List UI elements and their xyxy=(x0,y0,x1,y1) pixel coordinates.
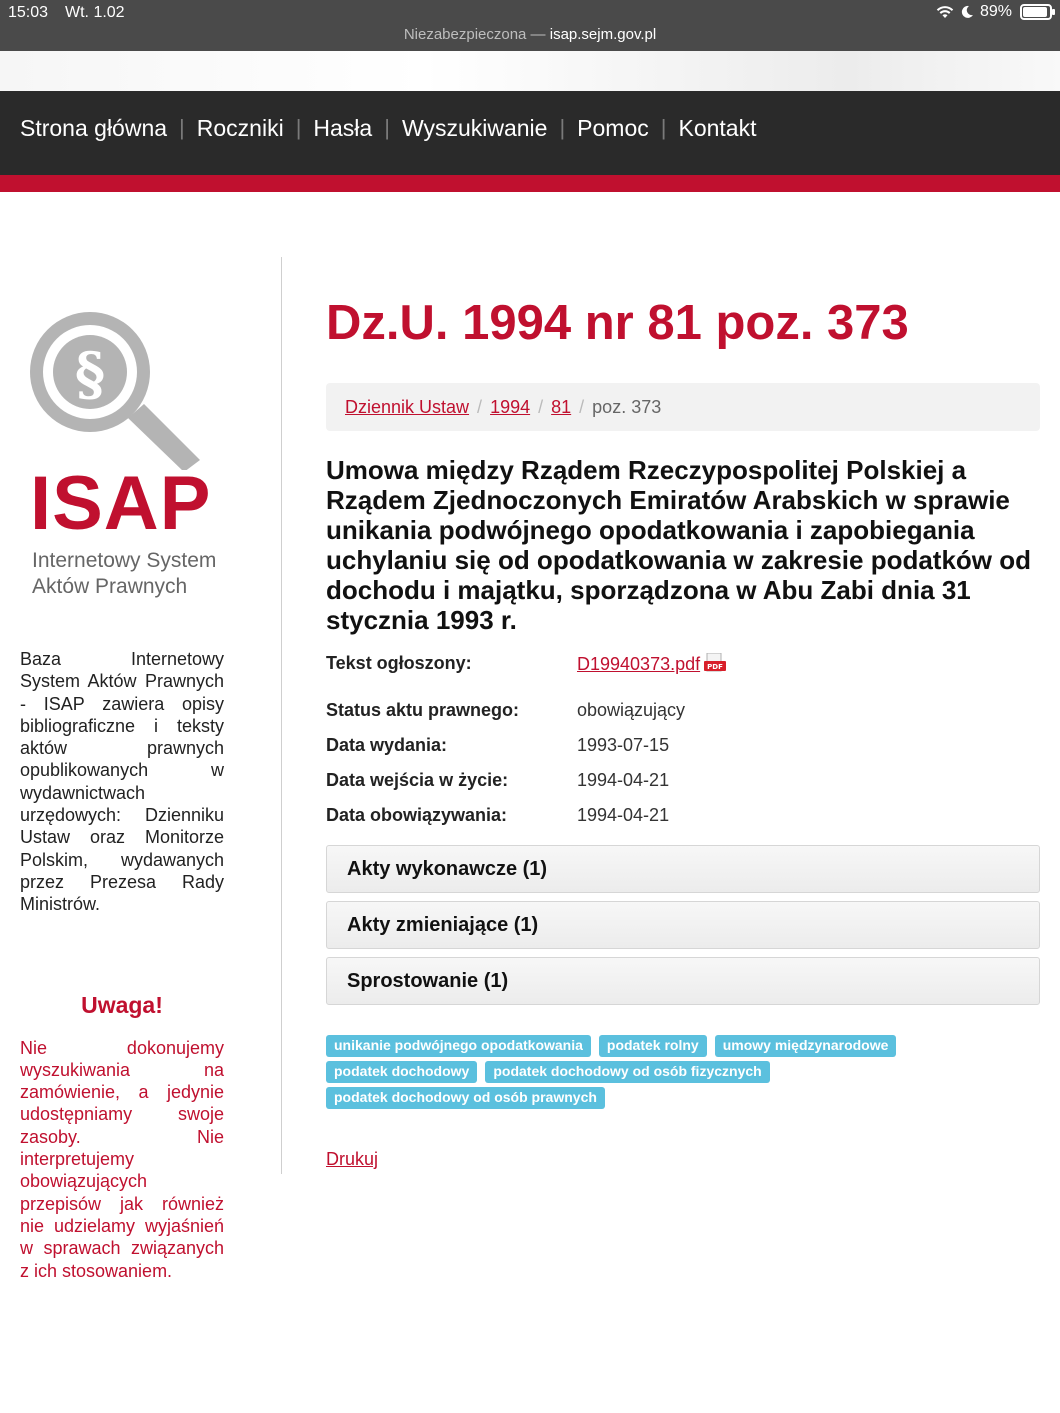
keyword-tag[interactable]: umowy międzynarodowe xyxy=(715,1035,897,1057)
wifi-icon xyxy=(936,5,954,19)
nav-separator: | xyxy=(559,115,566,140)
logo-subtitle-line2: Aktów Prawnych xyxy=(32,575,188,598)
breadcrumb xyxy=(326,383,1040,431)
nav-separator: | xyxy=(295,115,302,140)
magnifier-section-icon xyxy=(20,300,224,470)
breadcrumb-year[interactable]: 1994 xyxy=(490,396,531,417)
meta-row-issued xyxy=(326,728,1040,763)
panel-corrections[interactable]: Sprostowanie (1) xyxy=(326,957,1040,1005)
breadcrumb-position: poz. 373 xyxy=(592,396,662,417)
logo-title: ISAP xyxy=(30,461,212,546)
meta-label: Data wydania: xyxy=(326,735,448,755)
meta-row-valid xyxy=(326,798,1040,833)
nav-contact[interactable]: Kontakt xyxy=(678,114,757,141)
breadcrumb-separator: / xyxy=(477,396,483,417)
panel-executive-acts[interactable]: Akty wykonawcze (1) xyxy=(326,845,1040,893)
breadcrumb-journal[interactable]: Dziennik Ustaw xyxy=(345,396,470,417)
meta-label: Data wejścia w życie: xyxy=(326,770,509,790)
meta-row-status xyxy=(326,693,1040,728)
nav-accent-bar xyxy=(0,175,1060,192)
main-content xyxy=(326,290,1040,1170)
nav-search[interactable]: Wyszukiwanie xyxy=(401,114,548,141)
moon-icon xyxy=(960,5,974,19)
main-nav xyxy=(0,91,1060,175)
meta-value xyxy=(577,653,726,675)
nav-separator: | xyxy=(660,115,667,140)
meta-value: 1993-07-15 xyxy=(577,735,670,755)
meta-label: Tekst ogłoszony: xyxy=(326,653,472,673)
sidebar xyxy=(20,300,224,1282)
svg-text:§: § xyxy=(74,340,106,408)
page-title: Dz.U. 1994 nr 81 poz. 373 xyxy=(326,296,909,350)
url-host: isap.sejm.gov.pl xyxy=(549,26,657,43)
nav-yearbooks[interactable]: Roczniki xyxy=(196,114,284,141)
keyword-tag[interactable]: podatek dochodowy od osób prawnych xyxy=(326,1087,605,1109)
breadcrumb-number[interactable]: 81 xyxy=(551,396,572,417)
breadcrumb-separator: / xyxy=(579,396,585,417)
address-bar[interactable] xyxy=(0,26,1060,43)
keyword-tag[interactable]: podatek rolny xyxy=(599,1035,707,1057)
breadcrumb-separator: / xyxy=(538,396,544,417)
url-security-label: Niezabezpieczona — xyxy=(403,26,550,43)
meta-value: 1994-04-21 xyxy=(577,770,670,790)
pdf-icon[interactable] xyxy=(704,653,726,673)
nav-separator: | xyxy=(179,115,185,140)
act-title: Umowa między Rządem Rzeczypospolitej Polskiej a Rządem Zjednoczonych Emiratów Arabskich w sprawie unikania podwójnego opodatkowania i zapobiegania uchylaniu się od opodatkowania w zakresie podatków od dochodu i majątku, sporządzona w Abu Zabi dnia 31 stycznia 1993 r. xyxy=(326,455,1032,635)
status-bar xyxy=(0,0,1060,51)
column-divider xyxy=(281,257,282,1174)
svg-text:PDF: PDF xyxy=(707,663,723,671)
meta-value: 1994-04-21 xyxy=(577,805,670,825)
nav-separator: | xyxy=(384,115,390,140)
print-link[interactable]: Drukuj xyxy=(326,1149,379,1169)
warning-title: Uwaga! xyxy=(81,991,163,1018)
status-date: Wt. 1.02 xyxy=(65,4,125,21)
keyword-tag[interactable]: unikanie podwójnego opodatkowania xyxy=(326,1035,591,1057)
warning-text: Nie dokonujemy wyszukiwania na zamówienie, a jedynie udostępniamy swoje zasoby. Nie interpretujemy obowiązujących przepisów jak również nie udzielamy wyjaśnień w sprawach związanych z ich stosowaniem. xyxy=(20,1037,224,1281)
logo-subtitle-line1: Internetowy System xyxy=(32,549,217,572)
keyword-tag[interactable]: podatek dochodowy od osób fizycznych xyxy=(485,1061,769,1083)
battery-icon xyxy=(1020,4,1052,20)
keyword-tag[interactable]: podatek dochodowy xyxy=(326,1061,477,1083)
nav-help[interactable]: Pomoc xyxy=(577,114,649,141)
nav-home[interactable]: Strona główna xyxy=(20,114,168,141)
status-indicators xyxy=(936,3,1052,21)
meta-label: Status aktu prawnego: xyxy=(326,700,520,720)
panel-amending-acts[interactable]: Akty zmieniające (1) xyxy=(326,901,1040,949)
logo-subtitle xyxy=(32,548,216,600)
keyword-tags xyxy=(326,1035,926,1109)
header-banner xyxy=(0,51,1060,91)
isap-logo[interactable] xyxy=(20,300,224,600)
sidebar-description: Baza Internetowy System Aktów Prawnych - ISAP zawiera opisy bibliograficzne i teksty aktów prawnych opublikowanych w wydawnictwach urzędowych: Dzienniku Ustaw oraz Monitorze Polskim, wydawanych przez Prezesa Rady Ministrów. xyxy=(20,649,224,915)
meta-label: Data obowiązywania: xyxy=(326,805,508,825)
status-time: 15:03 xyxy=(8,4,49,21)
nav-keywords[interactable]: Hasła xyxy=(313,114,373,141)
act-metadata xyxy=(326,651,1040,833)
pdf-download-link[interactable]: D19940373.pdf xyxy=(577,654,701,674)
meta-row-text xyxy=(326,651,1040,693)
meta-value: obowiązujący xyxy=(577,700,686,720)
battery-percent: 89% xyxy=(979,3,1012,20)
meta-row-effective xyxy=(326,763,1040,798)
